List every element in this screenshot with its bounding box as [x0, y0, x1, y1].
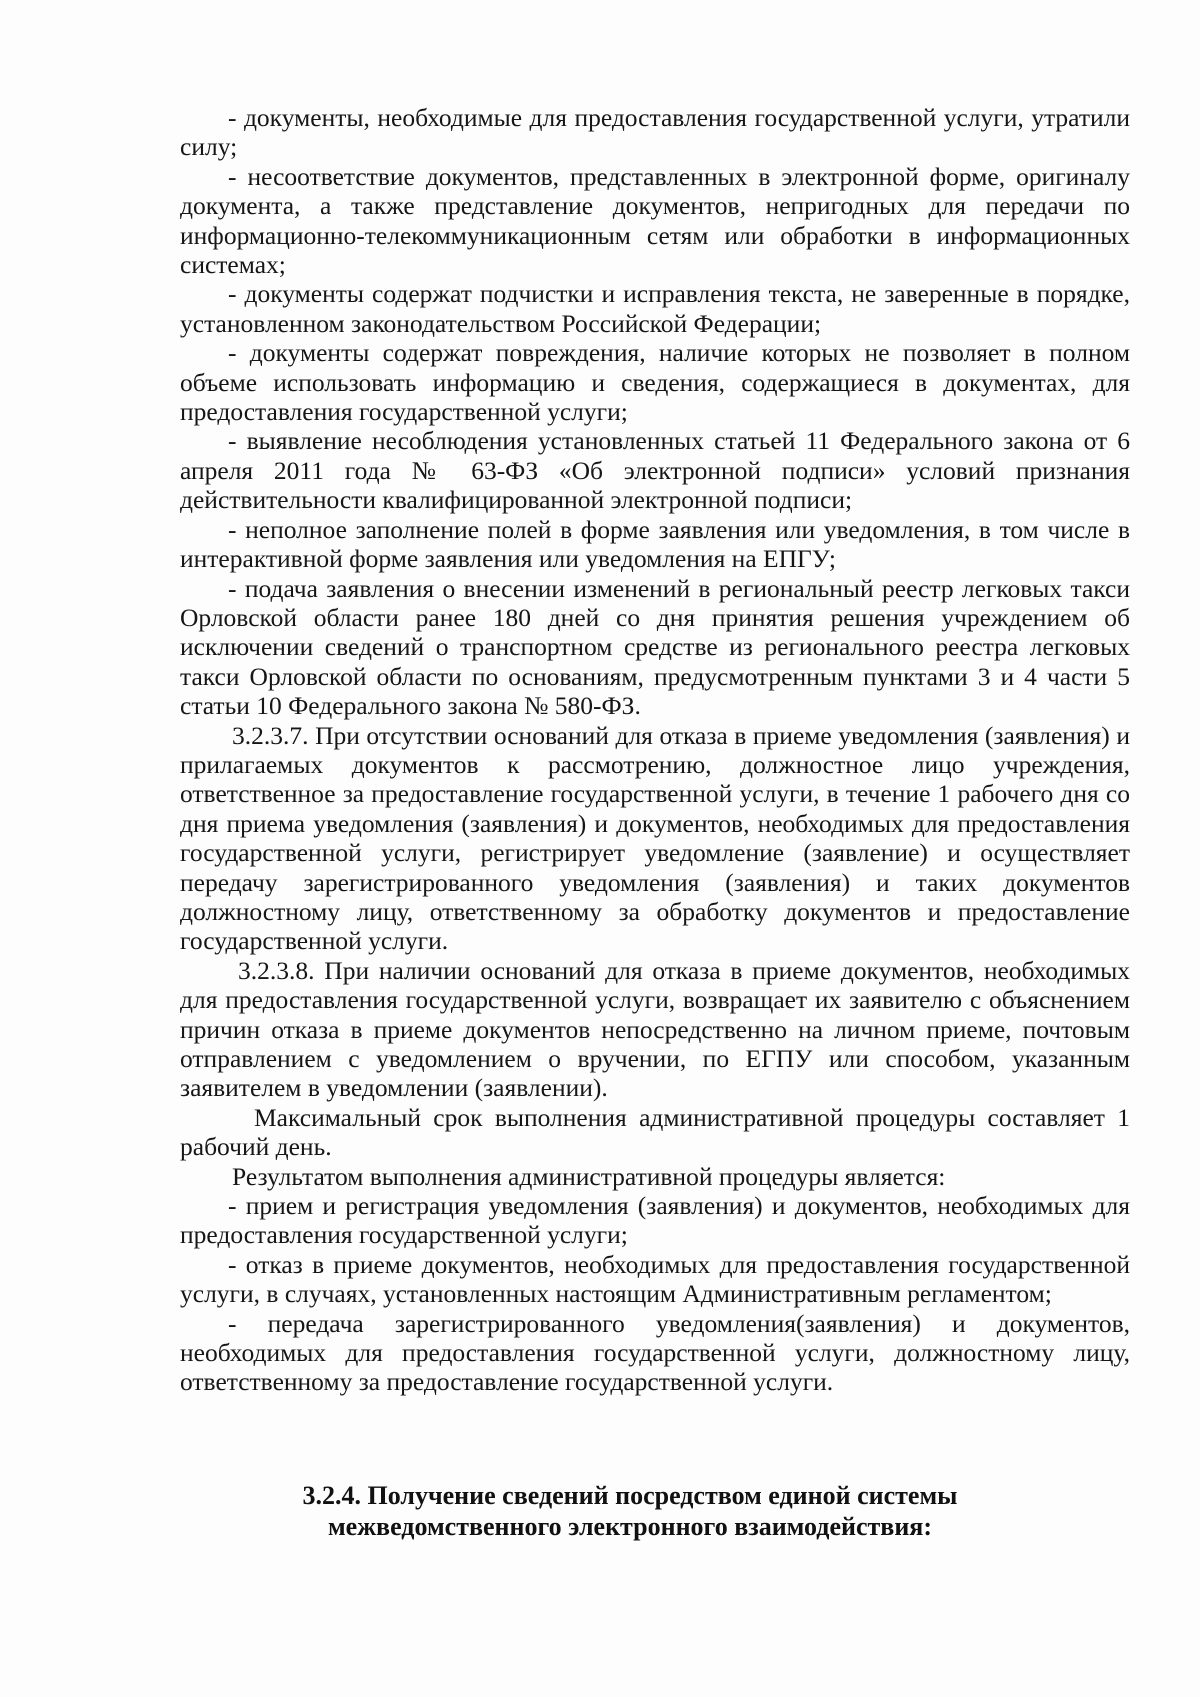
paragraph-damage: - документы содержат повреждения, наличие которых не позволяет в полном объеме использовать информацию и сведения, содержащиеся в документах, для предоставления государственной услуги;	[180, 338, 1130, 427]
heading-line-1: 3.2.4. Получение сведений посредством единой системы	[302, 1481, 958, 1510]
section-heading-3-2-4	[0, 1480, 1200, 1542]
paragraph-result-acceptance: - прием и регистрация уведомления (заявления) и документов, необходимых для предоставления государственной услуги;	[180, 1191, 1130, 1250]
paragraph-electronic-mismatch: - несоответствие документов, представленных в электронной форме, оригиналу документа, а также представление документов, непригодных для передачи по информационно-телекоммуникационным сетям или обработки в информационных системах;	[180, 161, 1130, 280]
paragraph-signature: - выявление несоблюдения установленных статьей 11 Федерального закона от 6 апреля 2011 года № 63-ФЗ «Об электронной подписи» условий признания действительности квалифицированной электронной подписи;	[180, 426, 1130, 515]
paragraph-erasures: - документы содержат подчистки и исправления текста, не заверенные в порядке, установленном законодательством Российской Федерации;	[180, 279, 1130, 338]
paragraph-max-term: Максимальный срок выполнения административной процедуры составляет 1 рабочий день.	[180, 1102, 1130, 1162]
paragraph-early-application: - подача заявления о внесении изменений в региональный реестр легковых такси Орловской области ранее 180 дней со дня принятия решения учреждением об исключении сведений о транспортном средстве из регионального реестра легковых такси Орловской области по основаниям, предусмотренным пунктами 3 и 4 части 5 статьи 10 Федерального закона № 580-ФЗ.	[180, 573, 1130, 721]
paragraph-3-2-3-8: 3.2.3.8. При наличии оснований для отказа в приеме документов, необходимых для предоставления государственной услуги, возвращает их заявителю с объяснением причин отказа в приеме документов непосредственно на личном приеме, почтовым отправлением с уведомлением о вручении, по ЕГПУ или способом, указанным заявителем в уведомлении (заявлении).	[180, 955, 1130, 1103]
paragraph-result-refusal: - отказ в приеме документов, необходимых для предоставления государственной услуги, в случаях, установленных настоящим Административным регламентом;	[180, 1249, 1130, 1309]
paragraph-result-intro: Результатом выполнения административной процедуры является:	[232, 1161, 946, 1191]
paragraph-3-2-3-7: 3.2.3.7. При отсутствии оснований для отказа в приеме уведомления (заявления) и прилагаемых документов к рассмотрению, должностное лицо учреждения, ответственное за предоставление государственной услуги, в течение 1 рабочего дня со дня приема уведомления (заявления) и документов, необходимых для предоставления государственной услуги, регистрирует уведомление (заявление) и осуществляет передачу зарегистрированного уведомления (заявления) и таких документов должностному лицу, ответственному за обработку документов и предоставление государственной услуги.	[180, 720, 1130, 956]
document-body	[180, 103, 1130, 1397]
paragraph-documents-expired: - документы, необходимые для предоставления государственной услуги, утратили силу;	[180, 103, 1130, 162]
paragraph-result-transfer: - передача зарегистрированного уведомления(заявления) и документов, необходимых для предоставления государственной услуги, должностному лицу, ответственному за предоставление государственной услуги.	[180, 1308, 1130, 1397]
paragraph-incomplete-fields: - неполное заполнение полей в форме заявления или уведомления, в том числе в интерактивной форме заявления или уведомления на ЕПГУ;	[180, 514, 1130, 574]
heading-line-2: межведомственного электронного взаимодействия:	[327, 1512, 933, 1541]
